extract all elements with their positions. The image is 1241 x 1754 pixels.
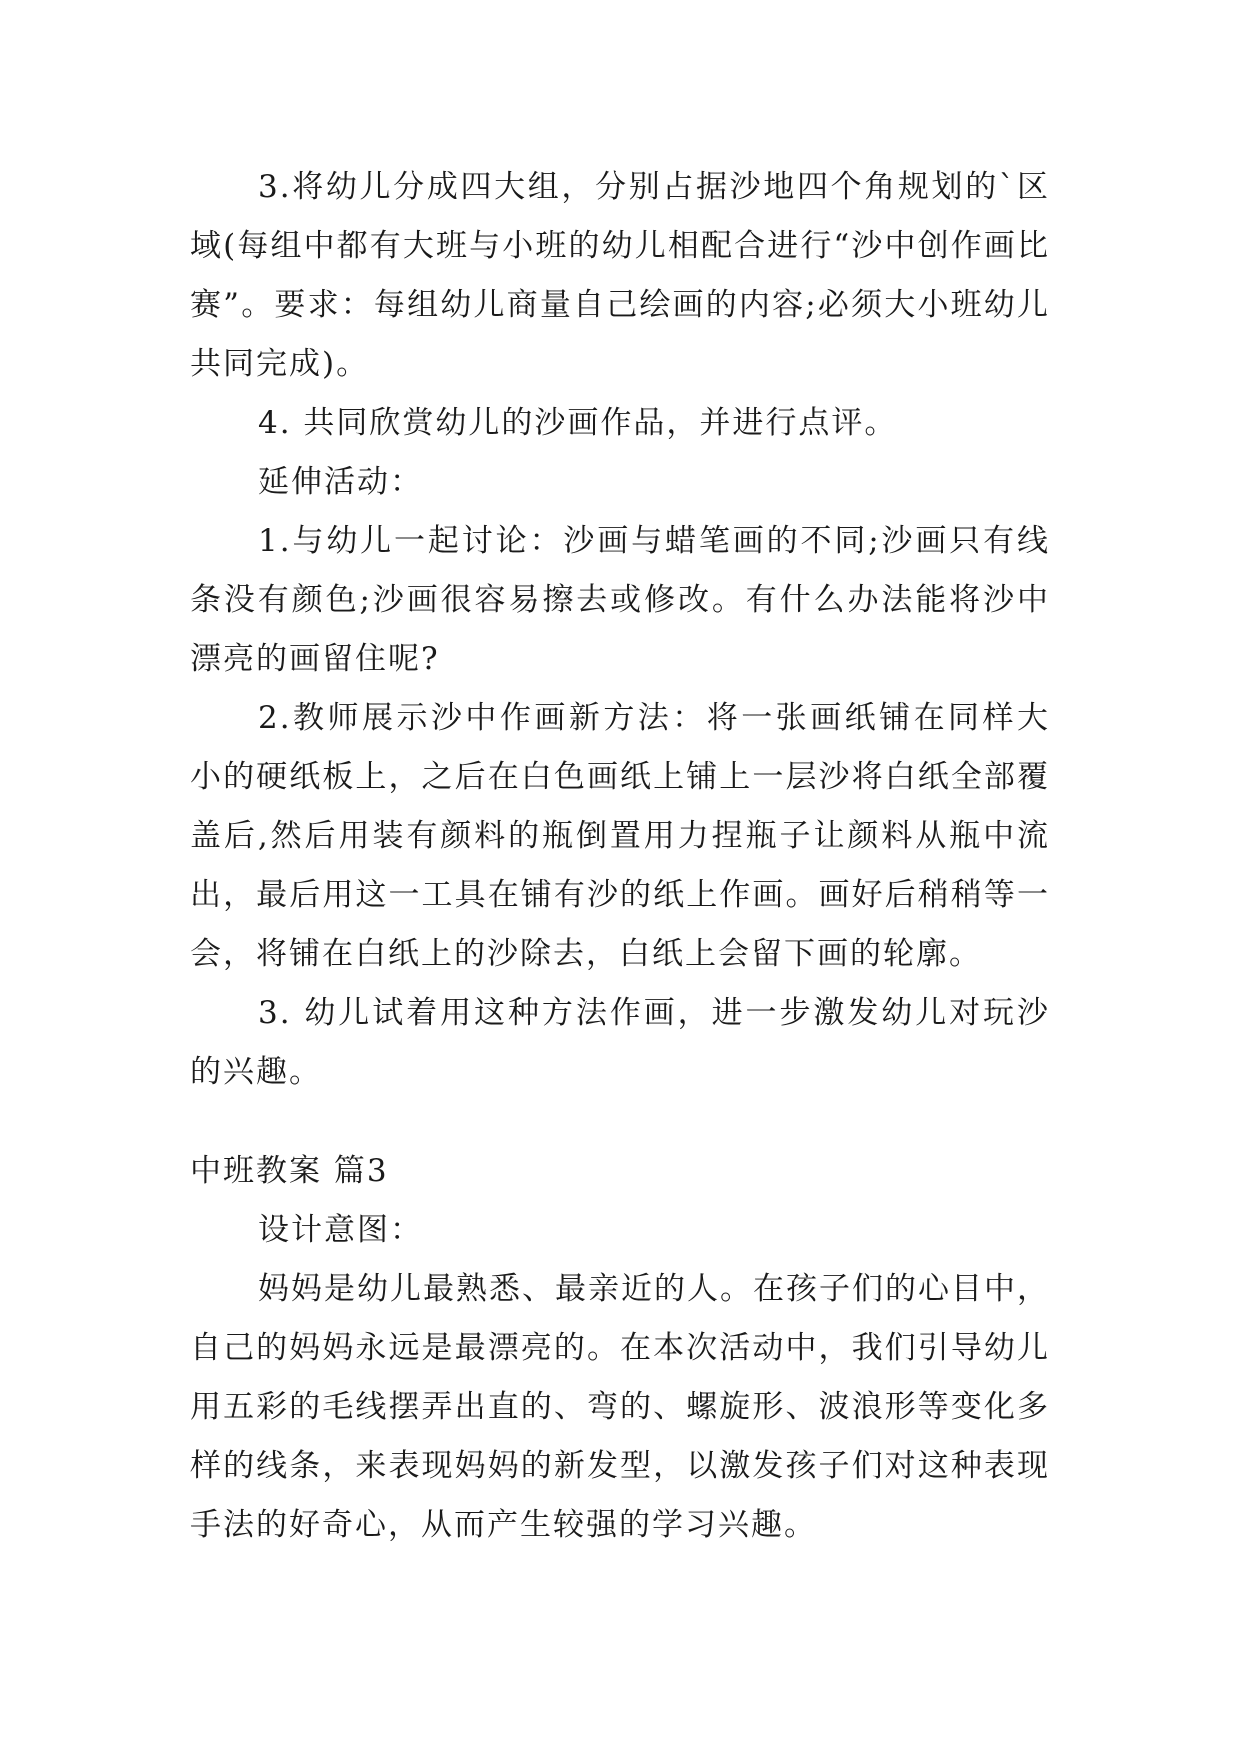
paragraph-appreciation-step: 4. 共同欣赏幼儿的沙画作品，并进行点评。 [258,405,898,441]
paragraph-design-intent-body: 妈妈是幼儿最熟悉、最亲近的人。在孩子们的心目中，自己的妈妈永远是最漂亮的。在本次活动中，我们引导幼儿用五彩的毛线摆弄出直的、弯的、螺旋形、波浪形等变化多样的线条，来表现妈妈的新发型，以激发孩子们对这种表现手法的好奇心，从而产生较强的学习兴趣。 [190,1271,1050,1543]
paragraph-extension-heading: 延伸活动： [258,464,423,500]
section-spacer [190,1102,1050,1142]
paragraph-try-method-step: 3. 幼儿试着用这种方法作画，进一步激发幼儿对玩沙的兴趣。 [190,995,1050,1090]
paragraph-new-method-step: 2.教师展示沙中作画新方法：将一张画纸铺在同样大小的硬纸板上，之后在白色画纸上铺上一层沙将白纸全部覆盖后,然后用装有颜料的瓶倒置用力捏瓶子让颜料从瓶中流出，最后用这一工具在铺有沙的纸上作画。画好后稍稍等一会，将铺在白纸上的沙除去，白纸上会留下画的轮廓。 [190,700,1050,972]
paragraph-design-intent-label: 设计意图： [258,1212,423,1248]
paragraph-grouping-step: 3.将幼儿分成四大组，分别占据沙地四个角规划的`区域(每组中都有大班与小班的幼儿相配合进行“沙中创作画比赛”。要求：每组幼儿商量自己绘画的内容;必须大小班幼儿共同完成)。 [190,169,1050,382]
document-body [190,158,1050,1555]
paragraph-discussion-step: 1.与幼儿一起讨论：沙画与蜡笔画的不同;沙画只有线条没有颜色;沙画很容易擦去或修改。有什么办法能将沙中漂亮的画留住呢? [190,523,1050,677]
section-heading: 中班教案 篇3 [190,1153,389,1189]
